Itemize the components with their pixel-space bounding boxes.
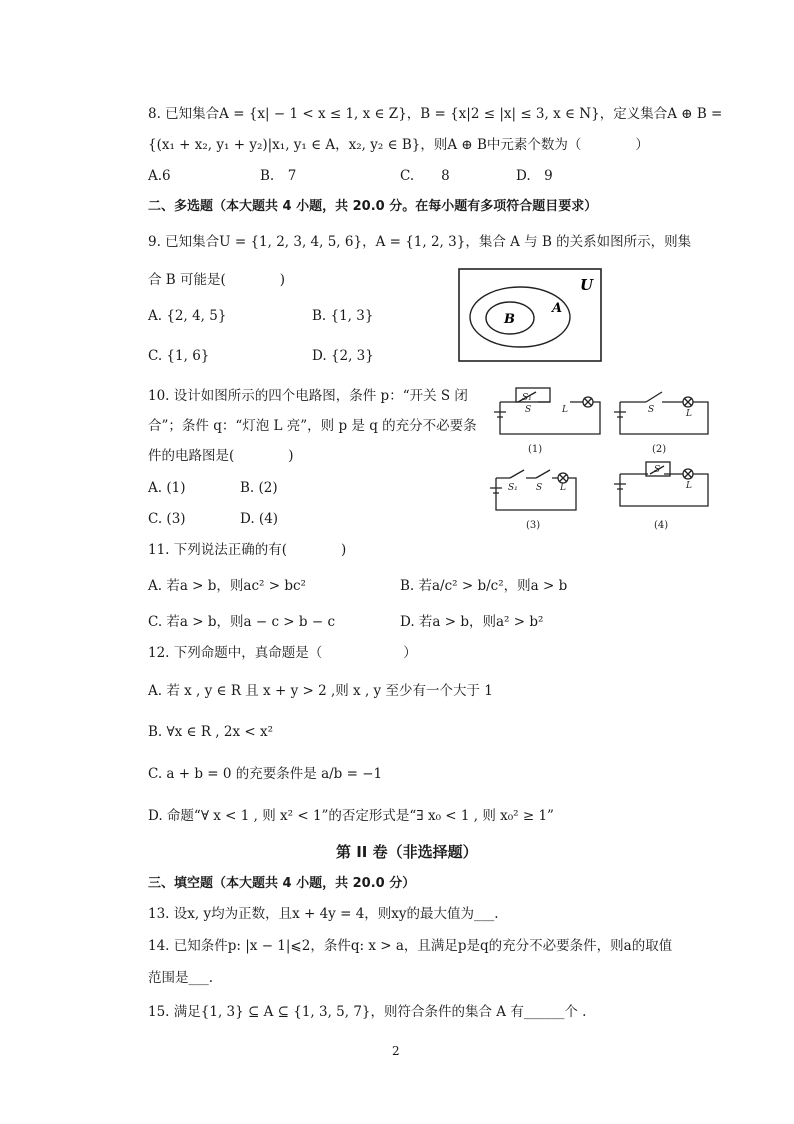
circuit-1 [494,388,600,434]
circuit-1-label-s: S [525,405,532,415]
section-3-heading: 三、填空题（本大题共 4 小题，共 20.0 分） [148,876,416,891]
q10-line2: 合”；条件 q：“灯泡 L 亮”，则 p 是 q 的充分不必要条 [148,418,477,434]
page-number: 2 [392,1044,400,1058]
q11-option-a: A. 若a > b，则ac² > bc² [148,578,306,594]
q12-option-b: B. ∀x ∈ R , 2x < x² [148,724,274,740]
venn-label-u: U [580,276,594,294]
q14-line2: 范围是___. [148,970,214,986]
circuit-4-label-s: S [654,465,661,475]
circuit-4-number: (4) [654,520,669,531]
venn-label-a: A [552,301,563,316]
q8-option-d: D. 9 [516,168,553,184]
q10-line3: 件的电路图是( ) [148,448,294,464]
circuit-1-label-s1: S₁ [522,393,532,403]
circuit-3-number: (3) [526,520,541,531]
q10-option-c: C. (3) [148,511,186,527]
circuit-3-label-s: S [536,483,543,493]
q10-option-b: B. (2) [240,480,278,496]
q11-line1: 11. 下列说法正确的有( ) [148,542,347,558]
q9-line2: 合 B 可能是( ) [148,272,286,288]
circuit-1-number: (1) [528,444,543,455]
q8-option-a: A.6 [148,168,171,184]
q12-option-a: A. 若 x , y ∈ R 且 x + y > 2 ,则 x , y 至少有一个大于 1 [148,683,493,699]
q10-option-a: A. (1) [148,480,186,496]
q8-option-c: C. 8 [400,168,450,184]
circuit-3-label-s1: S₁ [508,483,518,493]
circuit-4 [614,462,708,506]
q8-line1: 8. 已知集合A = {x| − 1 < x ≤ 1, x ∈ Z}，B = {x|2 ≤ |x| ≤ 3, x ∈ N}，定义集合A ⊕ B = [148,106,723,122]
q11-option-c: C. 若a > b，则a − c > b − c [148,614,336,630]
q10-line1: 10. 设计如图所示的四个电路图，条件 p：“开关 S 闭 [148,388,468,404]
circuit-3-label-l: L [560,483,566,493]
q12-option-c: C. a + b = 0 的充要条件是 a/b = −1 [148,766,383,782]
q11-option-b: B. 若a/c² > b/c²，则a > b [400,578,568,594]
q14-line1: 14. 已知条件p: |x − 1|⩽2，条件q: x > a，且满足p是q的充分不必要条件，则a的取值 [148,938,673,954]
q12-line1: 12. 下列命题中，真命题是（ ） [148,645,417,661]
q9-option-c: C. {1, 6} [148,348,210,364]
q10-option-d: D. (4) [240,511,279,527]
venn-label-b: B [504,312,515,327]
q15-line1: 15. 满足{1, 3} ⊆ A ⊆ {1, 3, 5, 7}，则符合条件的集合 A 有______个 . [148,1004,587,1020]
q12-option-d: D. 命题“∀ x < 1 , 则 x² < 1”的否定形式是“∃ x₀ < 1 , 则 x₀² ≥ 1” [148,808,554,824]
q11-option-d: D. 若a > b，则a² > b² [400,614,544,630]
q13-line1: 13. 设x, y均为正数，且x + 4y = 4，则xy的最大值为___. [148,906,499,922]
q9-line1: 9. 已知集合U = {1, 2, 3, 4, 5, 6}，A = {1, 2, 3}，集合 A 与 B 的关系如图所示，则集 [148,234,692,250]
circuit-2 [614,392,708,434]
part-2-title: 第 II 卷（非选择题） [336,843,478,861]
circuit-2-number: (2) [652,444,667,455]
q8-option-b: B. 7 [260,168,297,184]
q8-line2: {(x₁ + x₂, y₁ + y₂)|x₁, y₁ ∈ A，x₂, y₂ ∈ B}，则A ⊕ B中元素个数为（ ） [148,137,649,153]
circuit-2-label-l: L [686,409,692,419]
q9-option-a: A. {2, 4, 5} [148,308,227,324]
q9-option-b: B. {1, 3} [312,308,374,324]
circuit-1-label-l: L [562,405,568,415]
circuit-2-label-s: S [648,405,655,415]
circuit-4-label-l: L [686,481,692,491]
q9-option-d: D. {2, 3} [312,348,374,364]
section-2-heading: 二、多选题（本大题共 4 小题，共 20.0 分。在每小题有多项符合题目要求） [148,199,598,214]
venn-diagram [458,268,602,362]
circuit-diagrams [488,378,720,534]
